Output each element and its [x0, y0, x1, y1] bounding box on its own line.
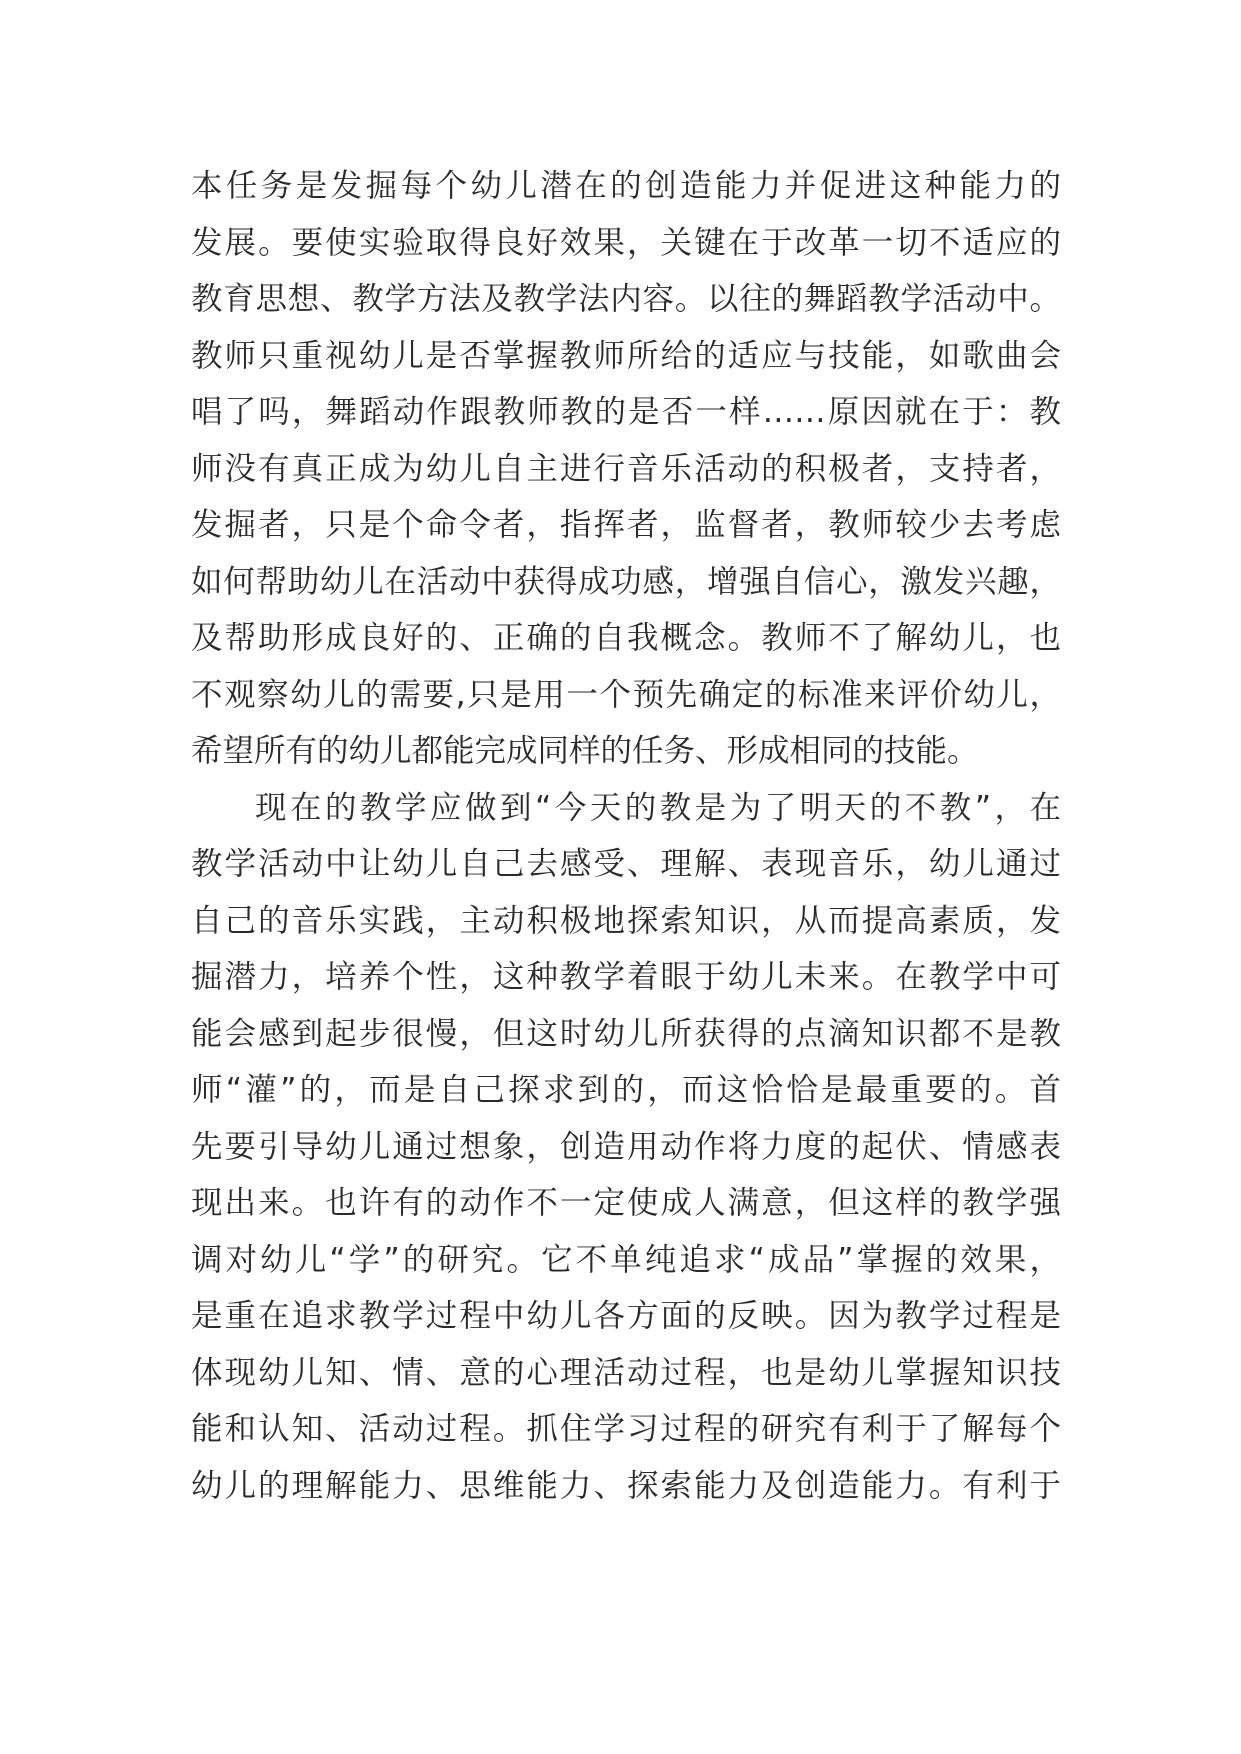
paragraph-end-line: 希望所有的幼儿都能完成同样的任务、形成相同的技能。: [191, 733, 979, 769]
text-line: 师“灌”的，而是自己探求到的，而这恰恰是最重要的。首: [191, 1072, 1061, 1108]
text-line: 不观察幼儿的需要,只是用一个预先确定的标准来评价幼儿，: [191, 676, 1061, 713]
text-line: 本任务是发掘每个幼儿潜在的创造能力并促进这种能力的: [191, 168, 1061, 204]
text-line: 现出来。也许有的动作不一定使成人满意，但这样的教学强: [191, 1185, 1061, 1221]
text-line: 师没有真正成为幼儿自主进行音乐活动的积极者，支持者，: [191, 450, 1061, 487]
text-line: 掘潜力，培养个性，这种教学着眼于幼儿未来。在教学中可: [191, 959, 1061, 995]
text-line: 自己的音乐实践，主动积极地探索知识，从而提高素质，发: [191, 902, 1061, 939]
text-line: 发展。要使实验取得良好效果，关键在于改革一切不适应的: [191, 224, 1061, 261]
text-line: 幼儿的理解能力、思维能力、探索能力及创造能力。有利于: [191, 1467, 1061, 1504]
text-line: 如何帮助幼儿在活动中获得成功感，增强自信心，激发兴趣，: [191, 563, 1061, 600]
body-text: [191, 158, 1061, 1514]
text-line: 能和认知、活动过程。抓住学习过程的研究有利于了解每个: [191, 1411, 1061, 1447]
text-line: 体现幼儿知、情、意的心理活动过程，也是幼儿掌握知识技: [191, 1354, 1061, 1391]
text-line: 教育思想、教学方法及教学法内容。以往的舞蹈教学活动中。: [191, 281, 1061, 317]
text-line: 是重在追求教学过程中幼儿各方面的反映。因为教学过程是: [191, 1298, 1061, 1334]
text-line: 教学活动中让幼儿自己去感受、理解、表现音乐，幼儿通过: [191, 846, 1061, 882]
paragraph-first-line: 现在的教学应做到“今天的教是为了明天的不教”，在: [255, 789, 1061, 826]
text-line: 及帮助形成良好的、正确的自我概念。教师不了解幼儿，也: [191, 620, 1061, 656]
text-line: 唱了吗，舞蹈动作跟教师教的是否一样……原因就在于：教: [191, 394, 1061, 430]
text-line: 先要引导幼儿通过想象，创造用动作将力度的起伏、情感表: [191, 1128, 1061, 1165]
text-line: 教师只重视幼儿是否掌握教师所给的适应与技能，如歌曲会: [191, 337, 1061, 374]
text-line: 调对幼儿“学”的研究。它不单纯追求“成品”掌握的效果，: [191, 1241, 1061, 1278]
text-line: 能会感到起步很慢，但这时幼儿所获得的点滴知识都不是教: [191, 1015, 1061, 1052]
text-line: 发掘者，只是个命令者，指挥者，监督者，教师较少去考虑: [191, 507, 1061, 543]
